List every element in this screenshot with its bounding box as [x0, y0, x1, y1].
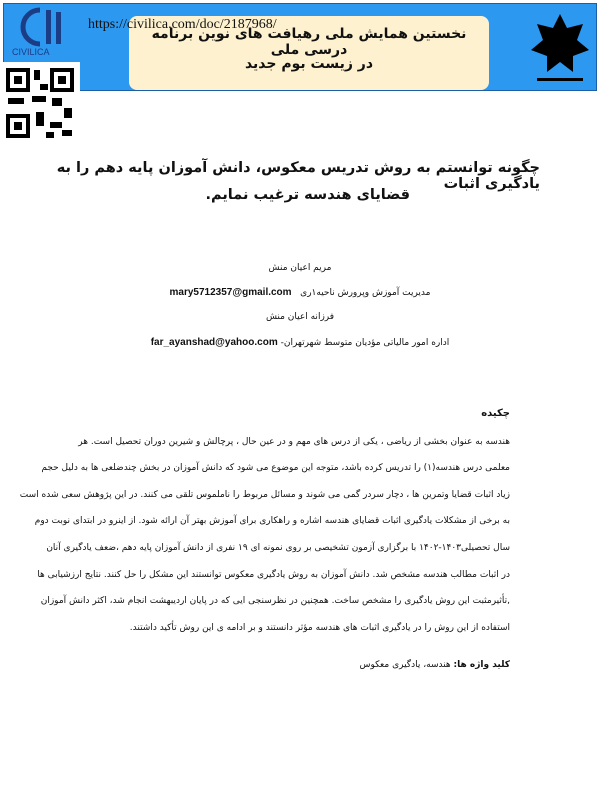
- author-email[interactable]: mary5712357@gmail.com: [169, 287, 292, 298]
- document-url[interactable]: https://civilica.com/doc/2187968/: [88, 17, 277, 32]
- abstract-line: سال تحصیلی۱۴۰۳-۱۴۰۲ با برگزاری آزمون تشخیصی بر روی نمونه ای ۱۹ نفری از دانش آموزان پایه دهم ،ضعف یادگیری آنان: [46, 543, 510, 553]
- abstract-line: استفاده از این روش را در یادگیری اثبات های هندسه مؤثر دانستند و بر ادامه ی این روش تأکید داشتند.: [129, 623, 510, 633]
- author-affiliation: مدیریت آموزش وپرورش ناحیه۱ری mary5712357@gmail.com: [169, 287, 431, 298]
- civilica-logo: [10, 6, 80, 60]
- conference-title-line2: در زیست بوم جدید: [244, 56, 374, 72]
- author-name: مریم اعیان منش: [268, 263, 332, 273]
- paper-title-line1: چگونه توانستم به روش تدریس معکوس، دانش آموزان پایه دهم را به یادگیری اثبات: [56, 160, 540, 192]
- paper-title-line2: قضایای هندسه ترغیب نمایم.: [205, 187, 410, 203]
- abstract-line: هندسه به عنوان بخشی از ریاضی ، یکی از درس های مهم و در عین حال ، پرچالش و شیرین دوران تحصیل است. هر: [78, 437, 510, 447]
- abstract-heading: چکیده: [481, 408, 510, 419]
- author-email[interactable]: far_ayanshad@yahoo.com: [150, 337, 278, 348]
- author-affiliation: اداره امور مالیاتی مؤدیان متوسط شهرتهران- far_ayanshad@yahoo.com: [150, 337, 450, 348]
- university-logo: [529, 10, 591, 90]
- abstract-line: ,تأثیرمثبت این روش یادگیری را مشخص ساخت. همچنین در نظرسنجی ایی که در پایان اردیبهشت انجام شد، اکثر دانش آموزان: [40, 596, 510, 606]
- abstract-line: در اثبات مطالب هندسه مشخص شد. دانش آموزان به روش یادگیری معکوس توانستند این مشکل را حل کنند. نتایج ارزشیابی ها: [37, 570, 510, 580]
- civilica-logo-text: CIVILICA: [12, 47, 50, 57]
- author-name: فرزانه اعیان منش: [265, 312, 335, 322]
- abstract-line: معلمی درس هندسه(۱) را تدریس کرده باشد، متوجه این موضوع می شود که دانش آموزان در بخش چندضلعی ها به دلیل حجم: [41, 463, 510, 473]
- qr-code: [0, 62, 80, 144]
- keywords: کلید واژه ها: هندسه، یادگیری معکوس: [359, 660, 510, 670]
- abstract-line: زیاد اثبات قضایا وتمرین ها ، دچار سردر گمی می شوند و مسائل مربوط را ناملموس تلقی می کنند. در این پژوهش سعی شده است: [19, 490, 510, 500]
- conference-title-line1: نخستین همایش ملی رهیافت های نوین برنامه درسی ملی: [151, 26, 467, 58]
- abstract-line: به برخی از مشکلات یادگیری اثبات قضایای هندسه اشاره و راهکاری برای آموزش بهتر آن ارائه شود. از اینرو در ابتدای نوبت دوم: [34, 516, 510, 526]
